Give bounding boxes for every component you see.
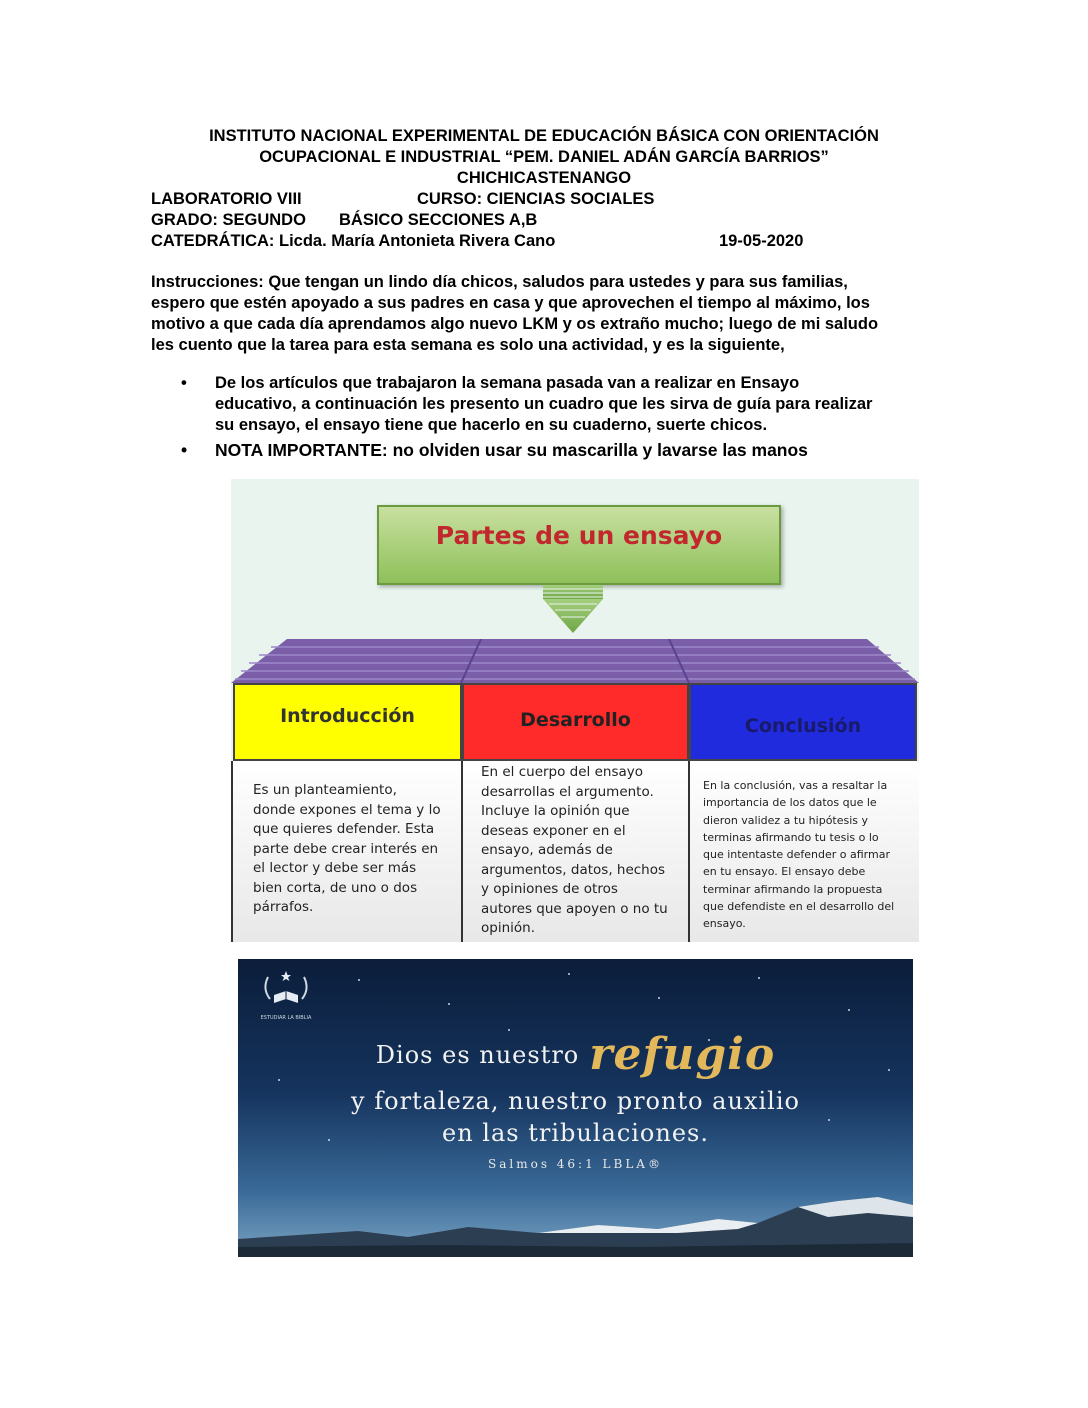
- description-line: dieron validez a tu hipótesis y: [703, 813, 869, 827]
- instructions-line: espero que estén apoyado a sus padres en casa y que aprovechen el tiempo al máximo, los: [151, 294, 870, 312]
- bullet-item-essay: [151, 373, 951, 436]
- verse-line1: [238, 1029, 913, 1080]
- description-line: En el cuerpo del ensayo: [481, 764, 644, 780]
- description-line: donde expones el tema y lo: [253, 801, 441, 818]
- section-label-conclusion: Conclusión: [744, 715, 862, 737]
- description-line: deseas exponer en el: [481, 822, 626, 839]
- instructions-line: les cuento que la tarea para esta semana es solo una actividad, y es la siguiente,: [151, 336, 785, 354]
- description-line: bien corta, de uno o dos: [253, 879, 418, 896]
- section-desarrollo: [462, 683, 689, 761]
- section-conclusion: [689, 683, 917, 761]
- bullet-icon: •: [181, 440, 188, 460]
- description-conclusion: [689, 761, 919, 942]
- verse-accent: refugio: [589, 1029, 776, 1080]
- bible-logo-icon: [256, 969, 316, 1015]
- description-introduccion: [233, 761, 462, 942]
- description-desarrollo: [462, 761, 689, 942]
- column-divider: [688, 761, 690, 942]
- description-line: que intentaste defender o afirmar: [703, 848, 890, 862]
- description-line: autores que apoyen o no tu: [481, 900, 668, 917]
- instructions-line: Instrucciones: Que tengan un lindo día chicos, saludos para ustedes y para sus familias,: [151, 273, 848, 291]
- instructions-line: motivo a que cada día aprendamos algo nuevo LKM y os extraño mucho; luego de mi saludo: [151, 315, 879, 333]
- column-divider: [231, 761, 233, 942]
- meta-course: CURSO: CIENCIAS SOCIALES: [417, 190, 655, 208]
- bullet-list: [151, 373, 951, 465]
- description-line: Incluye la opinión que: [481, 803, 630, 819]
- meta-teacher: CATEDRÁTICA: Licda. María Antonieta Rivera Cano: [151, 232, 556, 250]
- mountains-image: [238, 1177, 913, 1257]
- description-line: ensayo, además de: [481, 842, 613, 858]
- meta-lab: LABORATORIO VIII: [151, 190, 302, 208]
- bullet-line: su ensayo, el ensayo tiene que hacerlo en su cuaderno, suerte chicos.: [215, 416, 768, 434]
- meta-grade: GRADO: SEGUNDO: [151, 211, 306, 229]
- verse-reference: Salmos 46:1 LBLA®: [488, 1157, 663, 1171]
- section-label-introduccion: Introducción: [280, 705, 415, 727]
- bullet-icon: •: [181, 374, 187, 392]
- section-label-desarrollo: Desarrollo: [520, 709, 631, 731]
- description-line: que defendiste en el desarrollo del: [703, 900, 895, 914]
- verse-banner: [238, 959, 913, 1257]
- description-line: parte debe crear interés en: [253, 840, 439, 857]
- header-institution-line1: INSTITUTO NACIONAL EXPERIMENTAL DE EDUCACIÓN BÁSICA CON ORIENTACIÓN: [209, 127, 879, 145]
- description-line: terminas afirmando tu tesis o lo: [703, 830, 879, 844]
- description-line: En la conclusión, vas a resaltar la: [703, 779, 888, 792]
- description-line: que quieres defender. Esta: [253, 821, 435, 837]
- document-header: [140, 126, 948, 189]
- bullet-line: educativo, a continuación les presento un cuadro que les sirva de guía para realizar: [215, 395, 873, 413]
- verse-pre: Dios es nuestro: [375, 1041, 580, 1069]
- verse-line3: en las tribulaciones.: [442, 1119, 709, 1147]
- header-institution-line2: OCUPACIONAL E INDUSTRIAL “PEM. DANIEL ADÁN GARCÍA BARRIOS”: [259, 148, 829, 166]
- essay-parts-diagram: [231, 479, 919, 942]
- description-line: ensayo.: [703, 917, 746, 931]
- description-line: el lector y debe ser más: [253, 860, 417, 876]
- description-line: importancia de los datos que le: [703, 796, 877, 810]
- meta-sections: BÁSICO SECCIONES A,B: [339, 211, 538, 229]
- roof-shape: [231, 639, 919, 683]
- description-line: terminar afirmando la propuesta: [703, 882, 883, 896]
- description-line: desarrollas el argumento.: [481, 783, 654, 800]
- diagram-title: Partes de un ensayo: [435, 521, 723, 550]
- meta-date: 19-05-2020: [719, 232, 804, 250]
- bullet-line: NOTA IMPORTANTE: no olviden usar su mascarilla y lavarse las manos: [215, 440, 808, 460]
- bullet-item-note: [151, 440, 951, 461]
- description-line: párrafos.: [253, 899, 314, 915]
- description-line: en tu ensayo. El ensayo debe: [703, 865, 866, 879]
- description-line: opinión.: [481, 920, 535, 936]
- verse-line2: y fortaleza, nuestro pronto auxilio: [351, 1087, 800, 1115]
- description-line: Es un planteamiento,: [253, 782, 397, 798]
- column-divider: [461, 761, 463, 942]
- instructions-paragraph: [151, 272, 951, 356]
- description-line: y opiniones de otros: [481, 881, 618, 897]
- header-city: CHICHICASTENANGO: [456, 169, 632, 187]
- description-line: argumentos, datos, hechos: [481, 861, 666, 878]
- logo-caption: ESTUDIAR LA BIBLIA: [260, 1015, 312, 1021]
- section-introduccion: [233, 683, 462, 761]
- bullet-line: De los artículos que trabajaron la semana pasada van a realizar en Ensayo: [215, 374, 800, 392]
